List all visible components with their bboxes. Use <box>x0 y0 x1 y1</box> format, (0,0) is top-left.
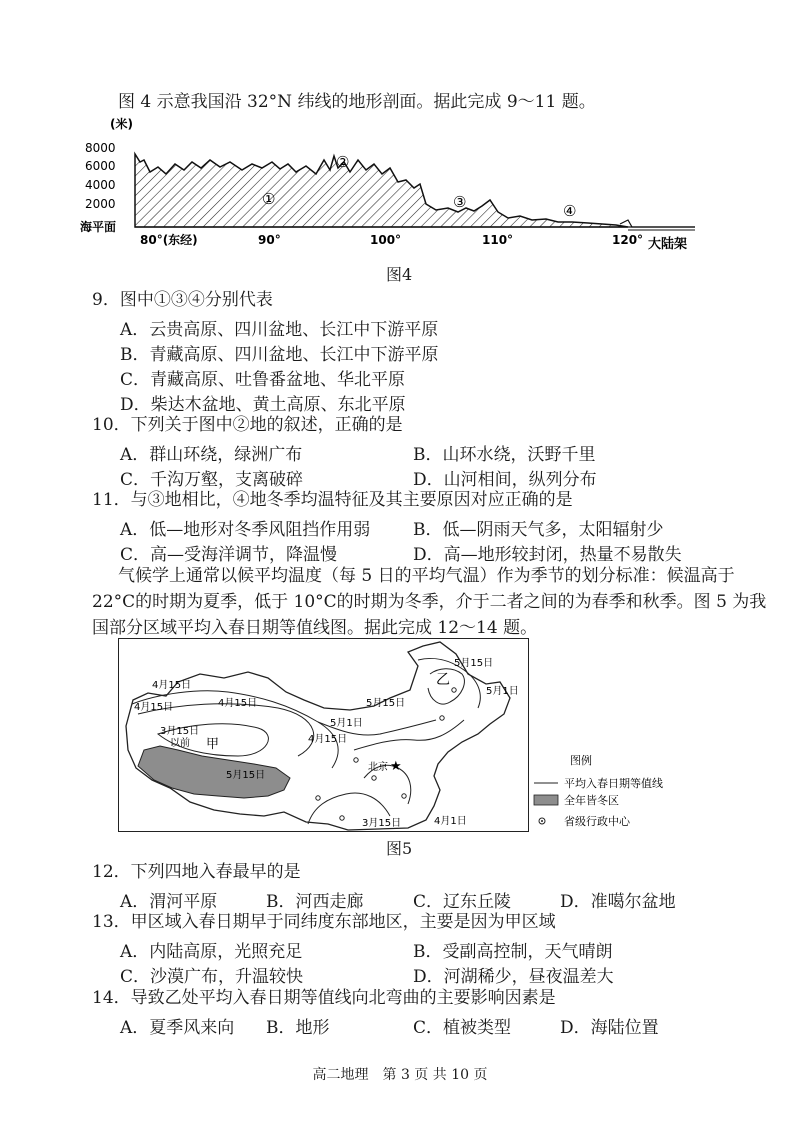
map-label: 3月15日 <box>362 818 402 829</box>
map-label: 5月1日 <box>486 686 519 697</box>
q11-option-d[interactable]: D．高—地形较封闭，热量不易散失 <box>413 545 682 565</box>
q14-option-a[interactable]: A．夏季风来向 <box>120 1018 235 1038</box>
legend-item-winter: 全年皆冬区 <box>564 794 619 807</box>
intro-fig5-line3: 国部分区域平均入春日期等值线图。据此完成 12～14 题。 <box>92 618 538 638</box>
intro-fig5-line1: 气候学上通常以候平均温度（每 5 日的平均气温）作为季节的划分标准：候温高于 <box>118 566 735 586</box>
figure-5-map <box>118 638 698 833</box>
question-11: 11．与③地相比，④地冬季均温特征及其主要原因对应正确的是 <box>92 490 573 510</box>
legend-winter-icon <box>534 795 558 805</box>
fig4-marker: ① <box>262 190 276 208</box>
figure-4-caption: 图4 <box>386 265 413 284</box>
q12-option-a[interactable]: A．渭河平原 <box>120 892 218 912</box>
figure-4-profile <box>80 112 720 257</box>
q11-option-c[interactable]: C．高—受海洋调节，降温慢 <box>120 545 338 565</box>
map-label: 北京 <box>368 762 388 773</box>
q14-option-b[interactable]: B．地形 <box>266 1018 330 1038</box>
fig4-marker: ③ <box>453 193 467 211</box>
terrain-profile <box>135 154 628 227</box>
fig4-unit: (米) <box>110 117 133 131</box>
shelf-line <box>620 220 695 227</box>
q9-option-c[interactable]: C．青藏高原、吐鲁番盆地、华北平原 <box>120 370 406 390</box>
fig4-ytick: 2000 <box>85 197 116 211</box>
map-label: 3月15日 <box>160 726 200 737</box>
q10-option-a[interactable]: A．群山环绕，绿洲广布 <box>120 445 303 465</box>
map-label: 甲 <box>206 737 220 752</box>
legend-title: 图例 <box>570 754 592 767</box>
q13-option-c[interactable]: C．沙漠广布，升温较快 <box>120 967 304 987</box>
map-label: 4月15日 <box>134 702 174 713</box>
q13-option-b[interactable]: B．受副高控制，天气晴朗 <box>413 942 613 962</box>
q10-option-c[interactable]: C．千沟万壑，支离破碎 <box>120 470 304 490</box>
fig4-xtick: 120° <box>612 233 644 247</box>
q10-option-d[interactable]: D．山河相间，纵列分布 <box>413 470 597 490</box>
fig4-ytick: 海平面 <box>80 220 117 234</box>
fig4-xtick: 90° <box>258 233 281 247</box>
map-label: 乙 <box>436 672 450 688</box>
map-label: 4月15日 <box>308 734 348 745</box>
question-10: 10．下列关于图中②地的叙述，正确的是 <box>92 415 403 435</box>
q13-option-a[interactable]: A．内陆高原，光照充足 <box>120 942 303 962</box>
q11-option-a[interactable]: A．低—地形对冬季风阻挡作用弱 <box>120 520 371 540</box>
legend-item-isoline: 平均入春日期等值线 <box>564 777 663 790</box>
q12-option-d[interactable]: D．准噶尔盆地 <box>560 892 676 912</box>
q14-option-c[interactable]: C．植被类型 <box>413 1018 512 1038</box>
q13-option-d[interactable]: D．河湖稀少，昼夜温差大 <box>413 967 614 987</box>
map-label: 5月15日 <box>366 698 406 709</box>
q12-option-c[interactable]: C．辽东丘陵 <box>413 892 512 912</box>
question-12: 12．下列四地入春最早的是 <box>92 862 301 882</box>
intro-fig4: 图 4 示意我国沿 32°N 纬线的地形剖面。据此完成 9～11 题。 <box>118 92 596 112</box>
map-label: 5月15日 <box>226 770 266 781</box>
fig4-marker: ④ <box>563 202 577 220</box>
q9-option-a[interactable]: A．云贵高原、四川盆地、长江中下游平原 <box>120 320 439 340</box>
q10-option-b[interactable]: B．山环水绕，沃野千里 <box>413 445 596 465</box>
page-footer: 高二地理 第 3 页 共 10 页 <box>312 1067 488 1083</box>
question-9: 9．图中①③④分别代表 <box>92 290 273 310</box>
q9-option-b[interactable]: B．青藏高原、四川盆地、长江中下游平原 <box>120 345 439 365</box>
question-13: 13．甲区域入春日期早于同纬度东部地区，主要是因为甲区域 <box>92 912 556 932</box>
fig4-xtick: 80°(东经) <box>140 233 198 247</box>
map-label: 4月15日 <box>152 680 192 691</box>
q12-option-b[interactable]: B．河西走廊 <box>266 892 364 912</box>
intro-fig5-line2: 22°C的时期为夏季，低于 10°C的时期为冬季，介于二者之间的为春季和秋季。图 5 为我 <box>92 592 767 612</box>
fig4-shelf: 大陆架 <box>648 237 688 252</box>
map-label: 5月15日 <box>454 658 494 669</box>
fig4-xtick: 100° <box>370 233 402 247</box>
legend-item-capital: 省级行政中心 <box>564 815 630 828</box>
map-label: 4月15日 <box>218 698 258 709</box>
q14-option-d[interactable]: D．海陆位置 <box>560 1018 659 1038</box>
fig4-ytick: 6000 <box>85 159 116 173</box>
fig4-xtick: 110° <box>482 233 514 247</box>
question-14: 14．导致乙处平均入春日期等值线向北弯曲的主要影响因素是 <box>92 988 556 1008</box>
map-label: 4月1日 <box>434 816 467 827</box>
figure-5-caption: 图5 <box>386 839 413 858</box>
fig4-marker: ② <box>336 153 350 171</box>
map-label: 以前 <box>170 738 190 749</box>
fig4-ytick: 8000 <box>85 141 116 155</box>
fig4-ytick: 4000 <box>85 178 116 192</box>
q11-option-b[interactable]: B．低—阴雨天气多，太阳辐射少 <box>413 520 664 540</box>
beijing-star: ★ <box>390 759 402 774</box>
map-label: 5月1日 <box>330 718 363 729</box>
q9-option-d[interactable]: D．柴达木盆地、黄土高原、东北平原 <box>120 395 406 415</box>
